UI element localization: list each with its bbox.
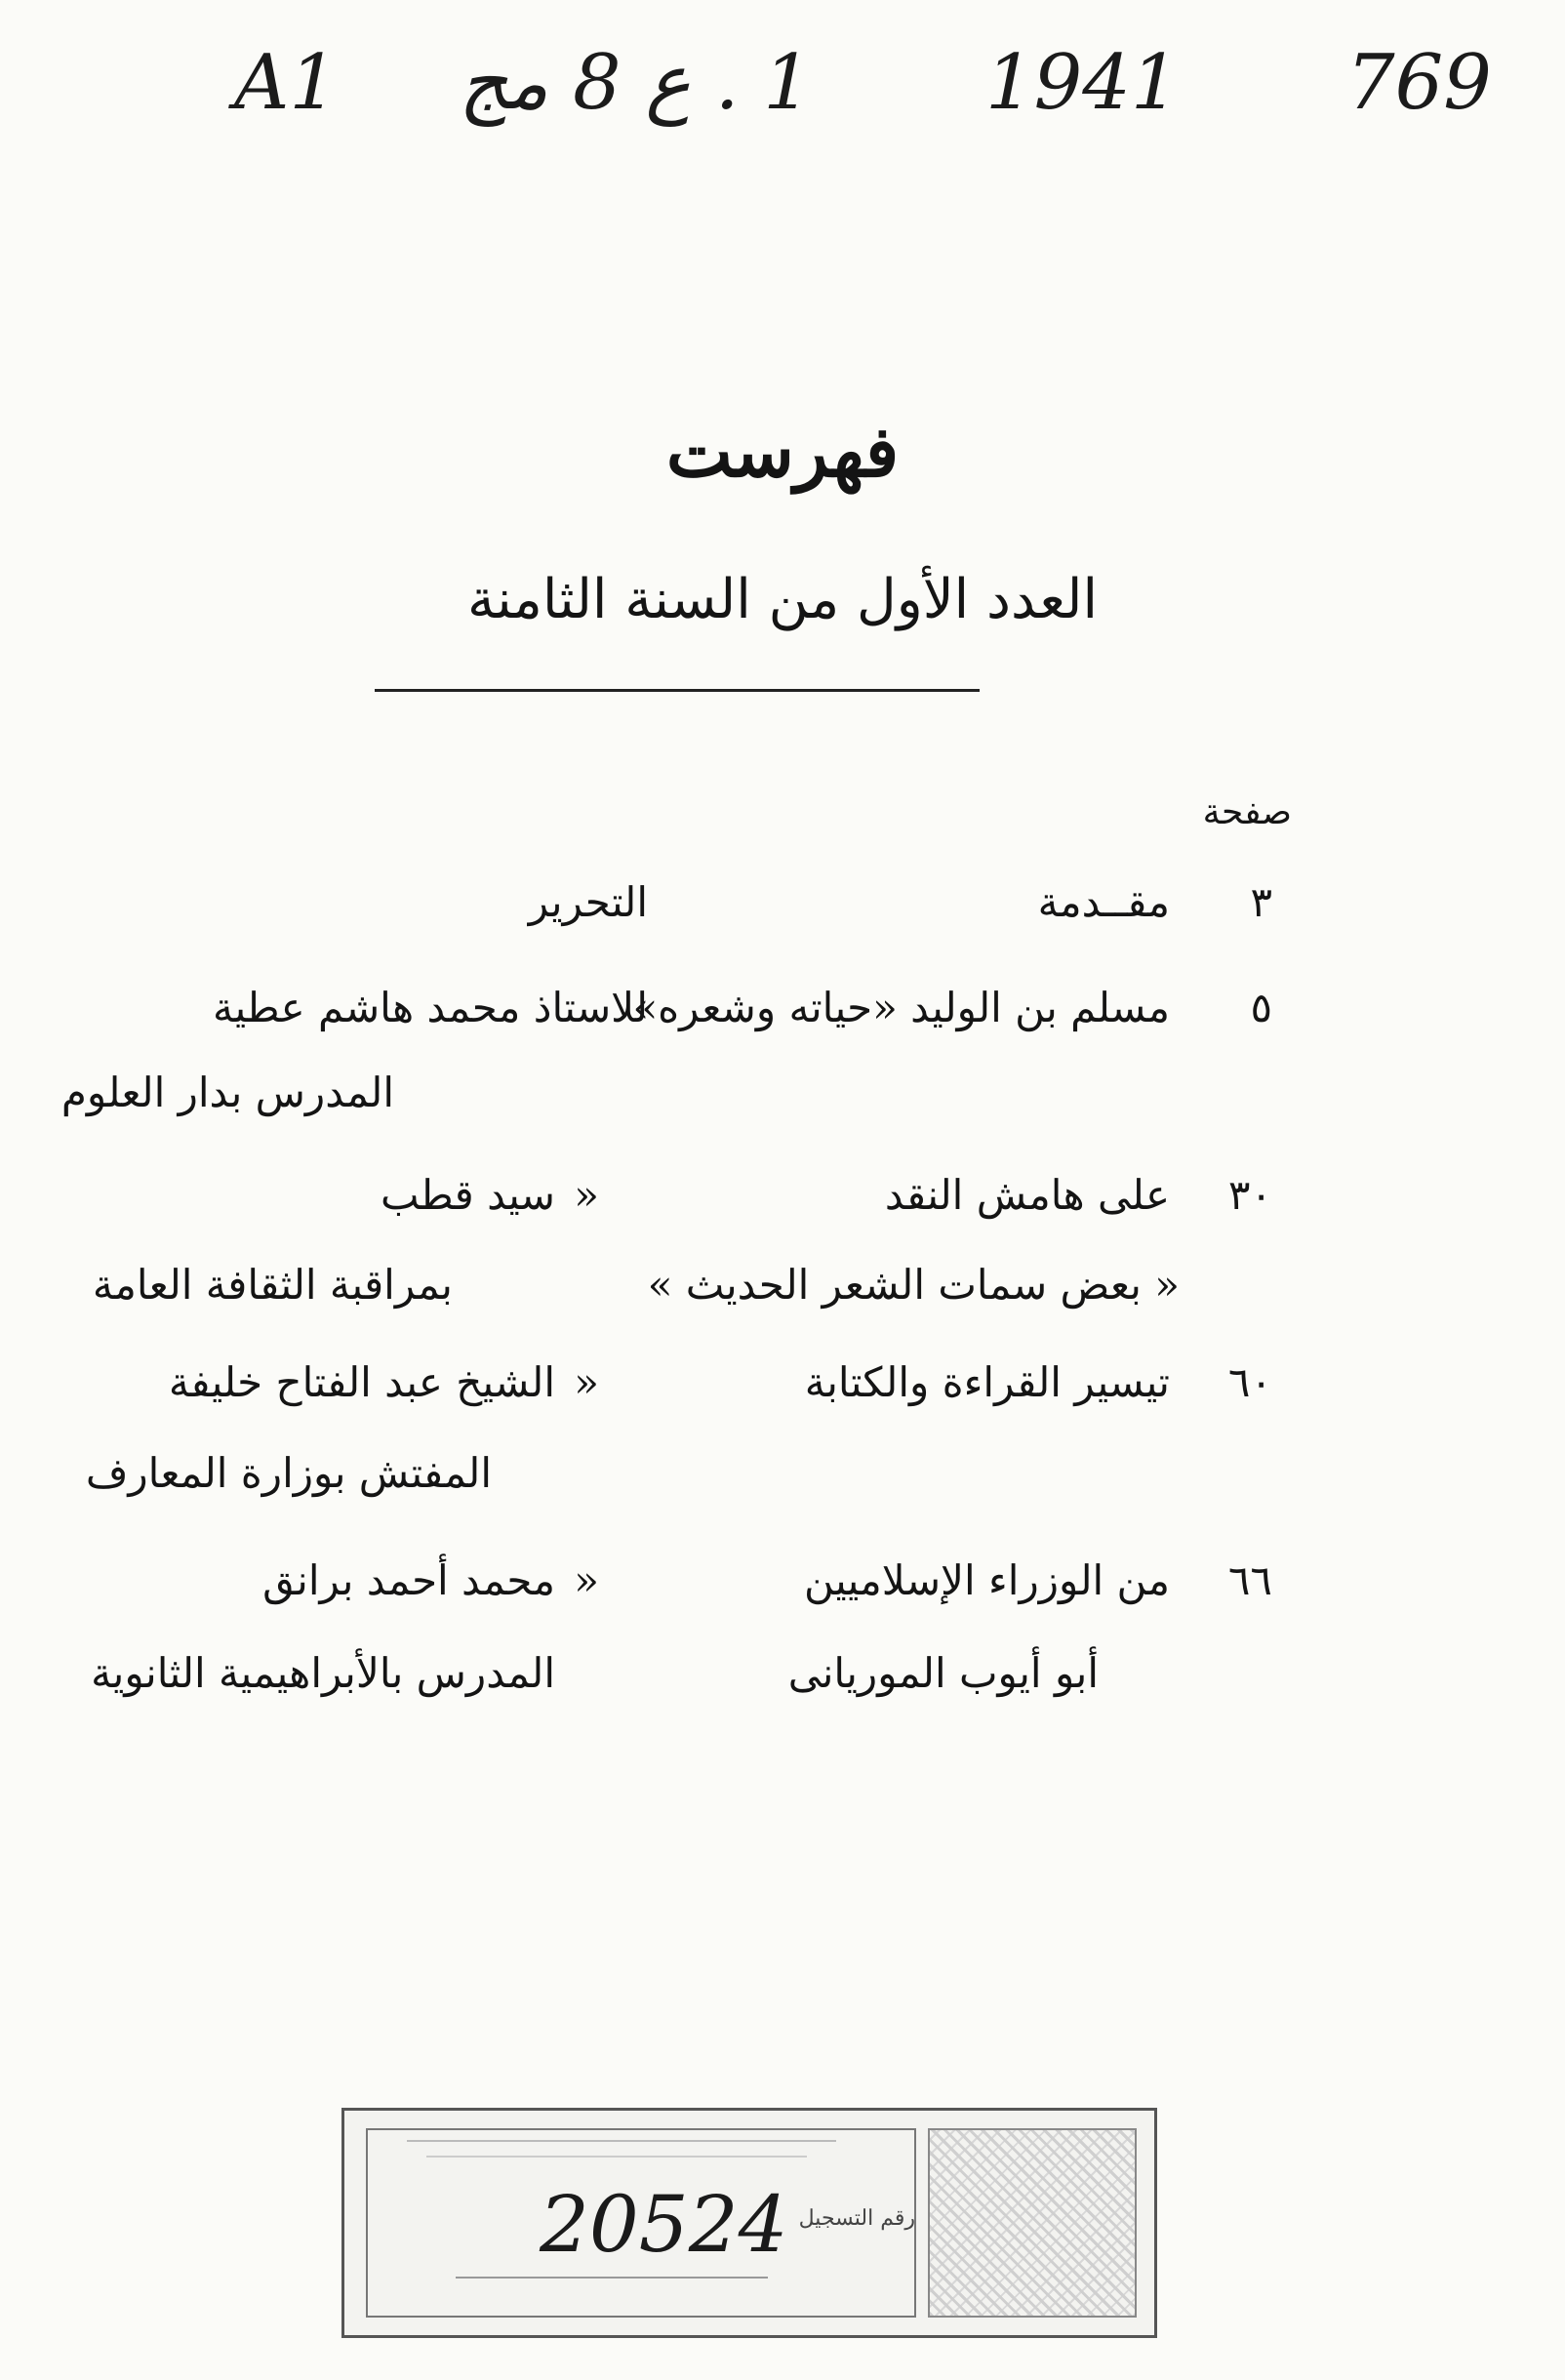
entry-page: ٦٦ xyxy=(1227,1556,1272,1604)
stamp-registration-number: 20524 xyxy=(540,2179,788,2270)
entry-page: ٦٠ xyxy=(1227,1358,1272,1406)
handwritten-code: A1 xyxy=(234,39,338,127)
entry-affiliation: المدرس بالأبراهيمية الثانوية xyxy=(91,1649,555,1697)
registration-stamp xyxy=(341,2108,1157,2338)
entry-title: مقــدمة xyxy=(1037,878,1170,926)
page-column-label: صفحة xyxy=(1202,792,1292,832)
handwritten-year: 1941 xyxy=(985,39,1180,127)
entry-title-line2: أبو أيوب الموريانى xyxy=(787,1649,1099,1697)
entry-title: تيسير القراءة والكتابة xyxy=(804,1358,1170,1406)
entry-page: ٥ xyxy=(1250,984,1272,1031)
page-subtitle: العدد الأول من السنة الثامنة xyxy=(466,568,1099,631)
stamp-label: رقم التسجيل xyxy=(798,2206,915,2231)
page-title: فهرست xyxy=(665,410,900,493)
entry-author: للاستاذ محمد هاشم عطية xyxy=(212,984,648,1031)
entry-affiliation: المفتش بوزارة المعارف xyxy=(85,1449,492,1497)
entry-ditto-mark: « xyxy=(574,1556,599,1604)
entry-title: على هامش النقد xyxy=(884,1171,1170,1219)
entry-page: ٣٠ xyxy=(1227,1171,1272,1219)
handwritten-volume: 1 . ع 8 مج xyxy=(459,39,812,127)
entry-title: مسلم بن الوليد «حياته وشعره» xyxy=(632,984,1170,1031)
entry-author: محمد أحمد برانق xyxy=(262,1556,555,1604)
entry-ditto-mark: « xyxy=(574,1171,599,1219)
entry-ditto-mark: « xyxy=(574,1358,599,1406)
entry-title-line2: « بعض سمات الشعر الحديث » xyxy=(647,1261,1180,1309)
entry-author: سيد قطب xyxy=(380,1171,555,1219)
entry-author: الشيخ عبد الفتاح خليفة xyxy=(168,1358,555,1406)
entry-affiliation: المدرس بدار العلوم xyxy=(60,1069,394,1116)
entry-author: التحرير xyxy=(528,878,648,926)
entry-page: ٣ xyxy=(1250,878,1272,926)
handwritten-number: 769 xyxy=(1346,39,1492,127)
entry-title: من الوزراء الإسلاميين xyxy=(803,1556,1170,1604)
title-divider xyxy=(375,689,980,692)
stamp-seal-pattern xyxy=(928,2128,1137,2318)
entry-affiliation: بمراقبة الثقافة العامة xyxy=(92,1261,453,1309)
